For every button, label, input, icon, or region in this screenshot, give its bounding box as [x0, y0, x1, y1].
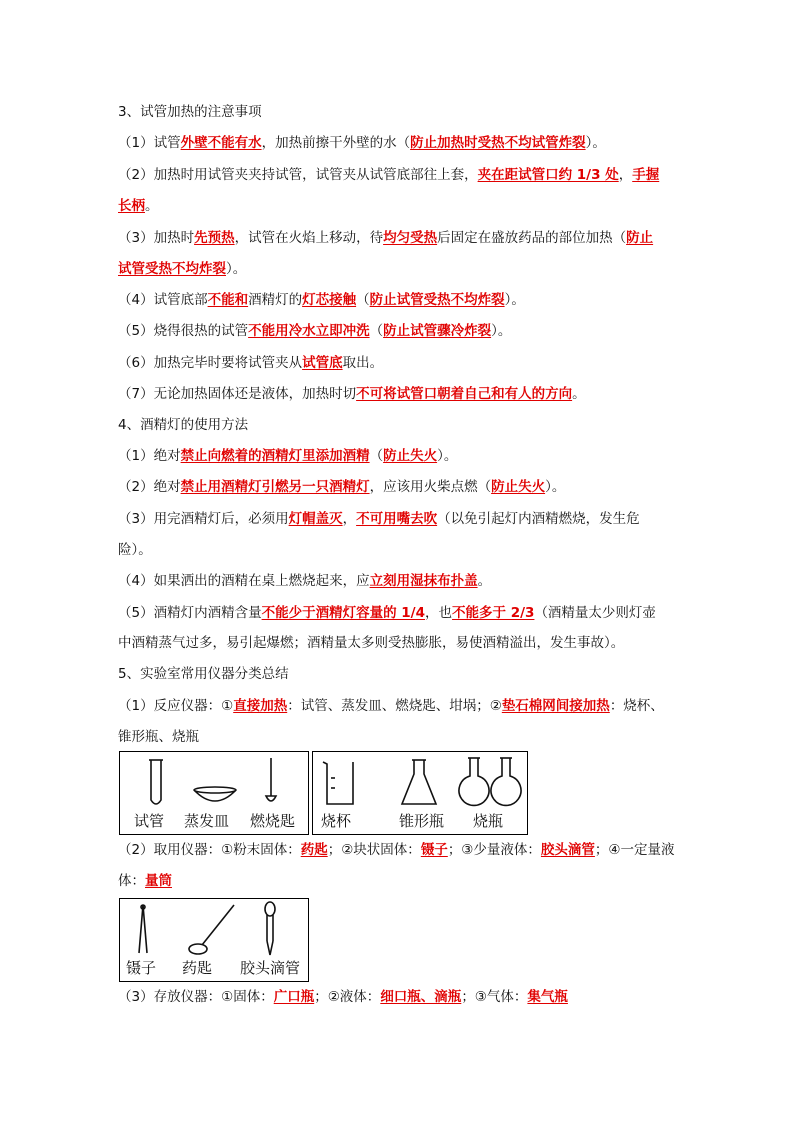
heading-section-3: 3、试管加热的注意事项 — [118, 104, 262, 120]
text-segment: 体： — [118, 873, 145, 889]
text-segment: ：烧杯、 — [609, 698, 664, 714]
text-segment: （5）烧得很热的试管 — [118, 323, 249, 339]
text-segment: （3）加热时 — [118, 230, 195, 246]
text-line — [118, 509, 640, 529]
text-line — [118, 165, 659, 185]
key-point: 先预热 — [194, 230, 235, 246]
text-line — [118, 133, 606, 153]
figure-indirect-heating — [312, 751, 528, 835]
text-segment: ；③少量液体： — [447, 842, 541, 858]
key-point: 试管底 — [302, 355, 343, 371]
key-point: 防止试管受热不均炸裂 — [369, 292, 505, 308]
text-segment: （ — [369, 448, 384, 464]
key-point: 量筒 — [145, 873, 172, 889]
text-segment: （1）绝对 — [118, 448, 181, 464]
text-segment: （4）如果洒出的酒精在桌上燃烧起来，应 — [118, 573, 370, 589]
key-point: 防止失火 — [491, 479, 546, 495]
text-segment: ）。 — [545, 479, 566, 495]
text-segment: （5）酒精灯内酒精含量 — [118, 605, 262, 621]
key-point: 灯芯接触 — [302, 292, 357, 308]
text-line — [118, 477, 565, 497]
figure-direct-heating — [119, 751, 309, 835]
key-point: 禁止用酒精灯引燃另一只酒精灯 — [180, 479, 370, 495]
label-combustion-spoon: 燃烧匙 — [250, 812, 296, 830]
key-point: 长柄 — [118, 198, 145, 214]
text-line — [118, 603, 656, 623]
text-line — [118, 446, 457, 466]
text-segment: （ — [369, 323, 384, 339]
key-point: 垫石棉网间接加热 — [501, 698, 610, 714]
key-point: 手握 — [632, 167, 660, 183]
text-segment: ；④一定量液 — [594, 842, 675, 858]
text-segment: 。 — [477, 573, 492, 589]
text-segment: （ — [356, 292, 370, 308]
text-line — [118, 987, 568, 1007]
text-segment: ，也 — [425, 605, 453, 621]
key-point: 防止加热时受热不均试管炸裂 — [410, 135, 586, 151]
tweezers-icon — [134, 903, 152, 957]
text-line — [118, 321, 511, 341]
key-point: 药匙 — [300, 842, 328, 858]
test-tube-icon — [148, 758, 164, 808]
key-point: 细口瓶、滴瓶 — [380, 989, 462, 1005]
figure-taking-instruments — [119, 898, 309, 982]
text-segment: （酒精量太少则灯壶 — [534, 605, 656, 621]
key-point: 直接加热 — [233, 698, 288, 714]
key-point: 夹在距试管口约 1/3 处 — [477, 167, 619, 183]
text-segment: ）。 — [437, 448, 458, 464]
label-evaporating-dish: 蒸发皿 — [184, 812, 230, 830]
label-beaker: 烧杯 — [321, 812, 352, 830]
text-segment: ， — [618, 167, 633, 183]
text-segment: ，加热前擦干外壁的水（ — [261, 135, 411, 151]
label-medicine-spoon: 药匙 — [182, 959, 213, 977]
label-test-tube: 试管 — [134, 812, 165, 830]
text-segment: 。 — [145, 198, 159, 214]
text-segment: （1）试管 — [118, 135, 181, 151]
label-tweezers: 镊子 — [126, 959, 157, 977]
dropper-icon — [262, 901, 278, 957]
key-point: 禁止向燃着的酒精灯里添加酒精 — [180, 448, 370, 464]
text-segment: （2）绝对 — [118, 479, 181, 495]
text-line — [118, 259, 246, 279]
key-point: 不能多于 2/3 — [452, 605, 535, 621]
text-segment: ， — [342, 511, 357, 527]
text-segment: 。 — [572, 386, 586, 402]
conical-flask-icon — [399, 758, 439, 808]
text-segment: ）。 — [585, 135, 606, 151]
key-point: 防止试管骤冷炸裂 — [383, 323, 492, 339]
text-segment: ；②块状固体： — [327, 842, 421, 858]
text-segment: （以免引起灯内酒精燃烧，发生危 — [437, 511, 640, 527]
key-point: 不可用嘴去吹 — [356, 511, 438, 527]
text-line — [118, 290, 525, 310]
medicine-spoon-icon — [182, 903, 242, 957]
key-point: 集气瓶 — [527, 989, 568, 1005]
text-line — [118, 571, 491, 591]
key-point: 不能用冷水立即冲洗 — [248, 323, 370, 339]
text-line — [118, 540, 152, 560]
text-segment: ）。 — [491, 323, 512, 339]
text-segment: （3）用完酒精灯后，必须用 — [118, 511, 289, 527]
label-dropper: 胶头滴管 — [240, 959, 301, 977]
key-point: 外壁不能有水 — [180, 135, 262, 151]
text-segment: 后固定在盛放药品的部位加热（ — [437, 230, 627, 246]
text-segment: （6）加热完毕时要将试管夹从 — [118, 355, 303, 371]
key-point: 灯帽盖灭 — [288, 511, 343, 527]
round-flask-icon — [457, 756, 491, 810]
text-segment: ；③气体： — [461, 989, 528, 1005]
text-segment: ：试管、蒸发皿、燃烧匙、坩埚；② — [287, 698, 502, 714]
text-segment: （7）无论加热固体还是液体，加热时切 — [118, 386, 357, 402]
text-line — [118, 196, 159, 216]
key-point: 立刻用湿抹布扑盖 — [369, 573, 478, 589]
text-line — [118, 696, 664, 716]
combustion-spoon-icon — [263, 756, 283, 810]
key-point: 胶头滴管 — [540, 842, 595, 858]
text-line — [118, 871, 172, 891]
text-segment: ；②液体： — [314, 989, 381, 1005]
key-point: 不能少于酒精灯容量的 1/4 — [261, 605, 426, 621]
text-segment: 酒精灯的 — [248, 292, 303, 308]
text-segment: 险）。 — [118, 542, 152, 558]
key-point: 防止 — [626, 230, 654, 246]
text-line — [118, 384, 586, 404]
text-line — [118, 727, 199, 747]
key-point: 镊子 — [420, 842, 448, 858]
heading-section-4: 4、酒精灯的使用方法 — [118, 417, 249, 433]
text-segment: ）。 — [226, 261, 247, 277]
text-line — [118, 633, 624, 653]
text-segment: （2）加热时用试管夹夹持试管，试管夹从试管底部往上套， — [118, 167, 478, 183]
text-segment: ，应该用火柴点燃（ — [369, 479, 492, 495]
beaker-icon — [321, 758, 357, 808]
key-point: 试管受热不均炸裂 — [118, 261, 226, 277]
text-segment: 取出。 — [342, 355, 384, 371]
key-point: 均匀受热 — [383, 230, 438, 246]
text-segment: （2）取用仪器：①粉末固体： — [118, 842, 301, 858]
label-round-flask: 烧瓶 — [473, 812, 504, 830]
text-segment: （3）存放仪器：①固体： — [118, 989, 274, 1005]
key-point: 不可将试管口朝着自己和有人的方向 — [356, 386, 573, 402]
text-line — [118, 840, 675, 860]
text-segment: 锥形瓶、烧瓶 — [118, 729, 199, 745]
text-line — [118, 228, 653, 248]
text-line — [118, 353, 383, 373]
key-point: 防止失火 — [383, 448, 438, 464]
key-point: 不能和 — [207, 292, 249, 308]
text-segment: （4）试管底部 — [118, 292, 208, 308]
flat-flask-icon — [489, 756, 523, 810]
key-point: 广口瓶 — [273, 989, 315, 1005]
text-segment: （1）反应仪器：① — [118, 698, 234, 714]
heading-section-5: 5、实验室常用仪器分类总结 — [118, 666, 289, 682]
evaporating-dish-icon — [192, 786, 238, 808]
text-segment: ，试管在火焰上移动，待 — [234, 230, 384, 246]
text-segment: ）。 — [504, 292, 525, 308]
text-segment: 中酒精蒸气过多，易引起爆燃；酒精量太多则受热膨胀，易使酒精溢出，发生事故）。 — [118, 635, 625, 651]
label-conical-flask: 锥形瓶 — [399, 812, 445, 830]
